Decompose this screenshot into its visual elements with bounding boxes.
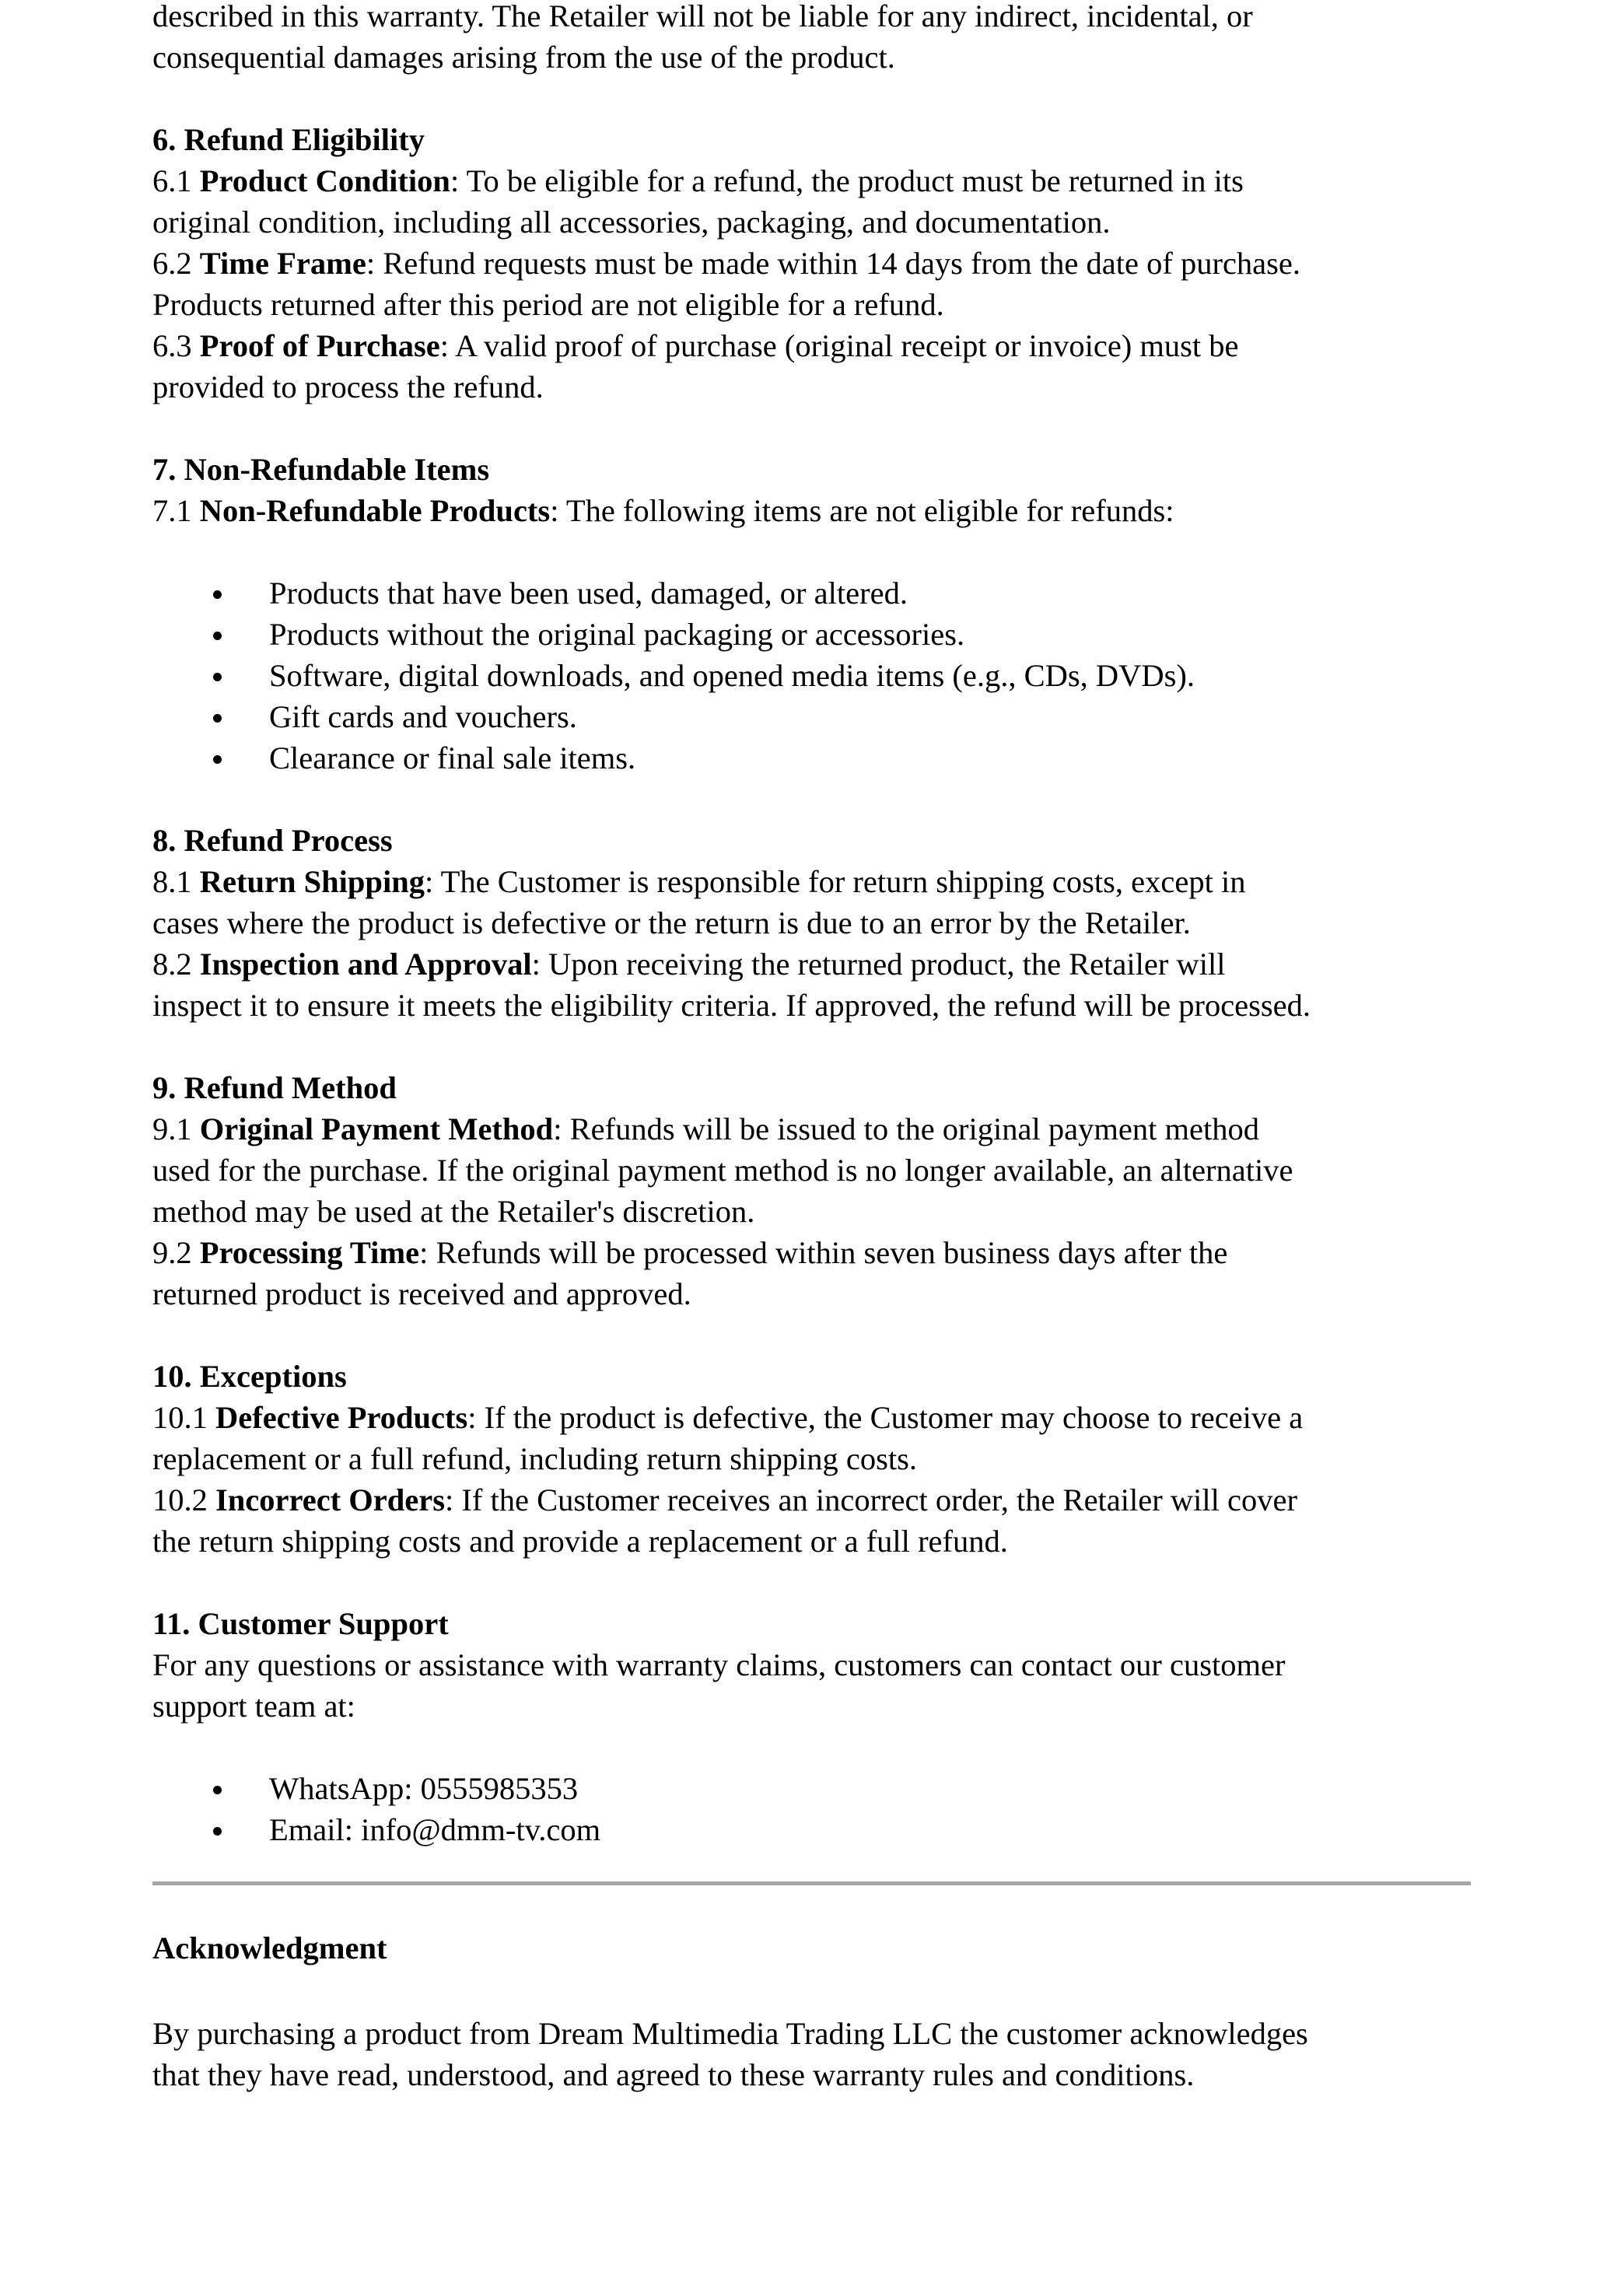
- intro-line: consequential damages arising from the use of the product.: [152, 40, 895, 75]
- clause-6-2: 6.2 Time Frame: Refund requests must be made within 14 days from the date of purchase.: [152, 246, 1301, 281]
- clause-10-2-cont: the return shipping costs and provide a replacement or a full refund.: [152, 1524, 1008, 1559]
- list-item: Software, digital downloads, and opened media items (e.g., CDs, DVDs).: [152, 655, 1475, 696]
- bullet-icon: [213, 714, 222, 723]
- list-item: Products without the original packaging or accessories.: [152, 614, 1475, 655]
- bullet-icon: [213, 755, 222, 764]
- section-8-heading: 8. Refund Process: [152, 823, 393, 858]
- clause-6-2-cont: Products returned after this period are not eligible for a refund.: [152, 287, 944, 322]
- list-item: Clearance or final sale items.: [152, 737, 1475, 779]
- contact-email: Email: info@dmm-tv.com: [152, 1809, 1475, 1850]
- clause-6-1-cont: original condition, including all accessories, packaging, and documentation.: [152, 205, 1111, 240]
- clause-9-2: 9.2 Processing Time: Refunds will be processed within seven business days after the: [152, 1235, 1228, 1270]
- bullet-icon: [213, 590, 222, 599]
- clause-8-1: 8.1 Return Shipping: The Customer is responsible for return shipping costs, except in: [152, 864, 1246, 899]
- clause-10-2: 10.2 Incorrect Orders: If the Customer receives an incorrect order, the Retailer will cover: [152, 1482, 1297, 1517]
- clause-6-3: 6.3 Proof of Purchase: A valid proof of purchase (original receipt or invoice) must be: [152, 328, 1239, 363]
- list-item: Gift cards and vouchers.: [152, 696, 1475, 737]
- section-7-heading: 7. Non-Refundable Items: [152, 452, 490, 487]
- non-refundable-list: [152, 572, 1475, 779]
- clause-7-1: 7.1 Non-Refundable Products: The following items are not eligible for refunds:: [152, 493, 1174, 528]
- clause-9-1-cont: method may be used at the Retailer's discretion.: [152, 1194, 755, 1229]
- contact-whatsapp: WhatsApp: 0555985353: [152, 1768, 1475, 1809]
- bullet-icon: [213, 673, 222, 681]
- acknowledgment-text: By purchasing a product from Dream Multimedia Trading LLC the customer acknowledges: [152, 2016, 1308, 2051]
- section-11-heading: 11. Customer Support: [152, 1606, 449, 1641]
- clause-10-1: 10.1 Defective Products: If the product is defective, the Customer may choose to receive a: [152, 1400, 1304, 1435]
- acknowledgment-text: that they have read, understood, and agreed to these warranty rules and conditions.: [152, 2057, 1195, 2092]
- contact-list: [152, 1768, 1475, 1850]
- clause-10-1-cont: replacement or a full refund, including return shipping costs.: [152, 1441, 917, 1476]
- document-page: [152, 0, 1475, 2095]
- clause-6-1: 6.1 Product Condition: To be eligible for a refund, the product must be returned in its: [152, 163, 1244, 198]
- support-text: support team at:: [152, 1689, 355, 1724]
- section-10-heading: 10. Exceptions: [152, 1359, 347, 1394]
- clause-8-2-cont: inspect it to ensure it meets the eligibility criteria. If approved, the refund will be processed.: [152, 988, 1311, 1023]
- horizontal-rule: [152, 1881, 1471, 1885]
- acknowledgment-heading: Acknowledgment: [152, 1930, 387, 1965]
- bullet-icon: [213, 1786, 222, 1794]
- intro-line: described in this warranty. The Retailer will not be liable for any indirect, incidental, or: [152, 0, 1253, 33]
- section-9-heading: 9. Refund Method: [152, 1070, 397, 1105]
- clause-9-2-cont: returned product is received and approved.: [152, 1276, 691, 1311]
- clause-6-3-cont: provided to process the refund.: [152, 369, 544, 404]
- clause-8-1-cont: cases where the product is defective or the return is due to an error by the Retailer.: [152, 905, 1191, 940]
- clause-9-1-cont: used for the purchase. If the original payment method is no longer available, an alternative: [152, 1153, 1293, 1188]
- clause-8-2: 8.2 Inspection and Approval: Upon receiving the returned product, the Retailer will: [152, 947, 1226, 982]
- bullet-icon: [213, 1827, 222, 1836]
- section-6-heading: 6. Refund Eligibility: [152, 122, 425, 157]
- clause-9-1: 9.1 Original Payment Method: Refunds will be issued to the original payment method: [152, 1111, 1259, 1146]
- bullet-icon: [213, 632, 222, 640]
- support-text: For any questions or assistance with warranty claims, customers can contact our customer: [152, 1647, 1286, 1682]
- list-item: Products that have been used, damaged, or altered.: [152, 572, 1475, 614]
